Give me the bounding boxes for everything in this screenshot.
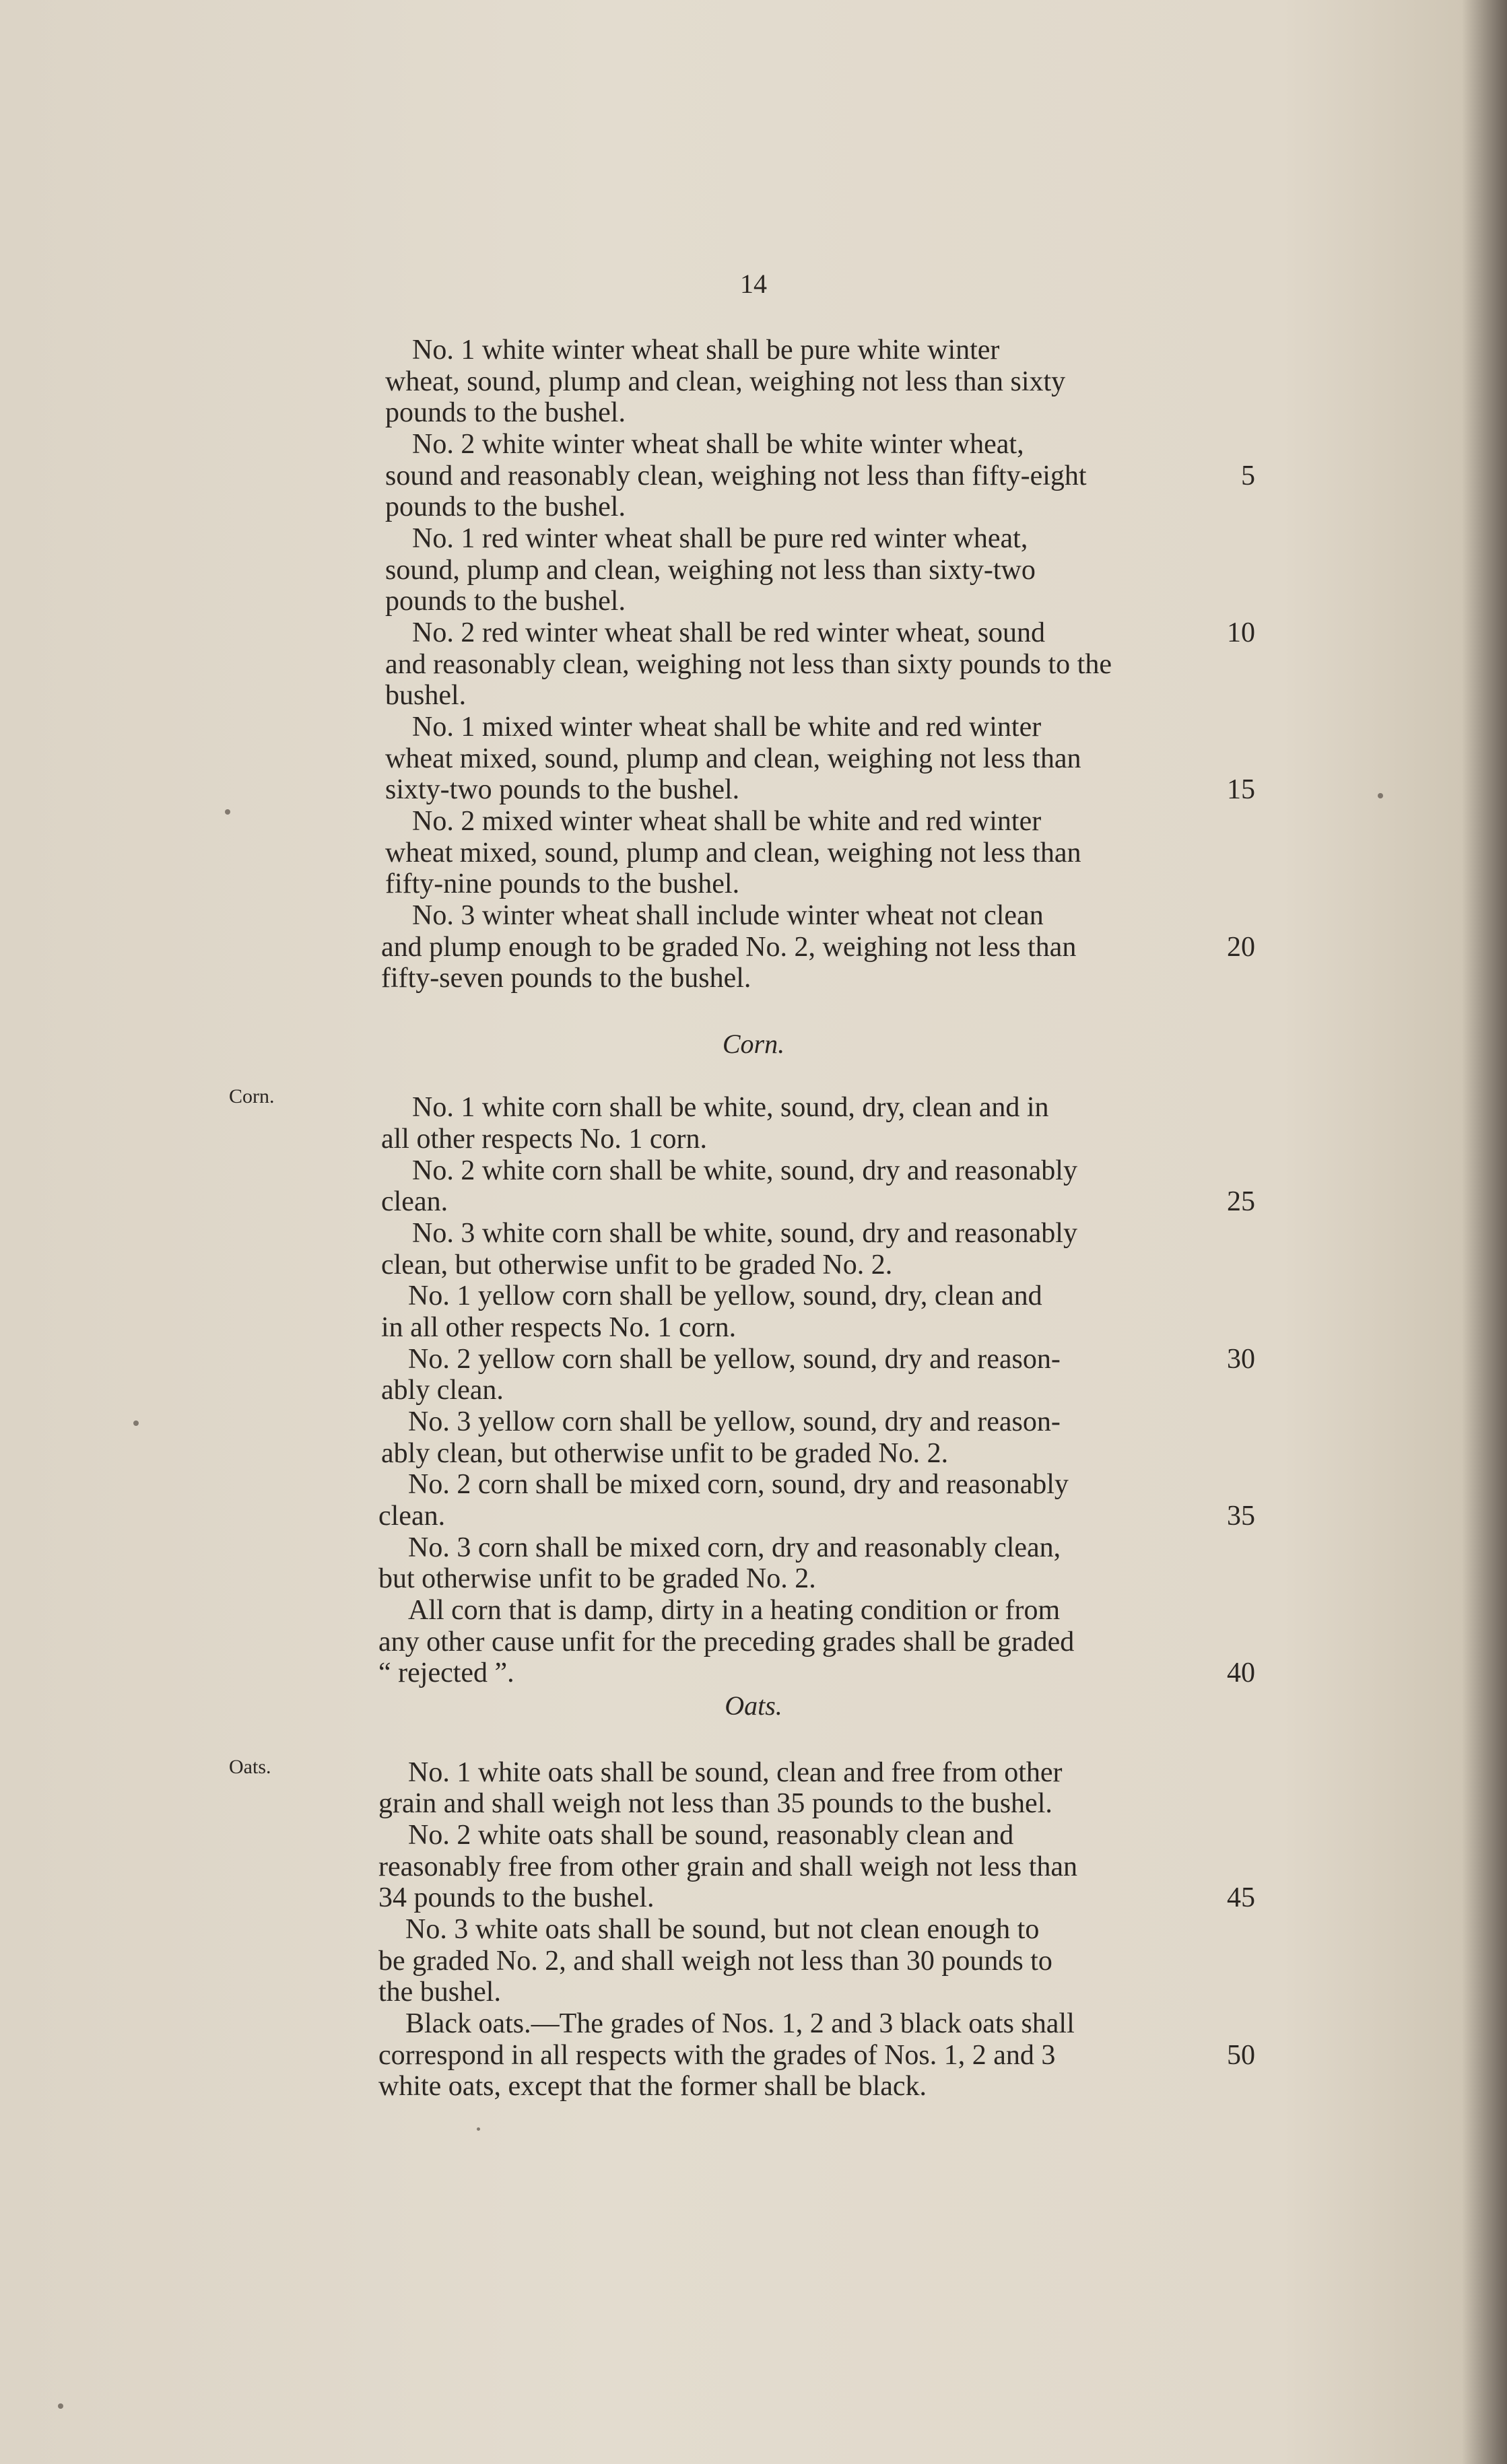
wheat-line: bushel. [385, 680, 467, 711]
corn-line: No. 3 yellow corn shall be yellow, sound, dry and reason- [408, 1406, 1061, 1437]
oats-line: correspond in all respects with the grades of Nos. 1, 2 and 3 [378, 2040, 1056, 2071]
section-heading-oats: Oats. [725, 1690, 782, 1721]
wheat-line: sound and reasonably clean, weighing not less than fifty-eight [385, 460, 1087, 491]
wheat-line: pounds to the bushel. [385, 586, 626, 617]
corn-line: ably clean, but otherwise unfit to be graded No. 2. [381, 1438, 949, 1469]
oats-line: No. 1 white oats shall be sound, clean and free from other [408, 1757, 1063, 1788]
corn-line: No. 3 corn shall be mixed corn, dry and reasonably clean, [408, 1532, 1061, 1563]
line-number: 35 [1227, 1501, 1255, 1532]
corn-line: No. 2 yellow corn shall be yellow, sound, dry and reason- [408, 1344, 1061, 1375]
wheat-line: No. 2 mixed winter wheat shall be white and red winter [412, 806, 1042, 837]
paper-speck [133, 1421, 139, 1426]
line-number: 30 [1227, 1344, 1255, 1375]
wheat-line: pounds to the bushel. [385, 397, 626, 428]
wheat-line: and plump enough to be graded No. 2, weighing not less than [381, 932, 1077, 963]
section-heading-corn: Corn. [722, 1029, 785, 1059]
page-number: 14 [740, 269, 767, 299]
line-number: 10 [1227, 617, 1255, 648]
margin-note-oats: Oats. [229, 1756, 271, 1778]
paper-speck [1378, 793, 1383, 798]
wheat-line: No. 1 white winter wheat shall be pure white winter [412, 335, 1000, 366]
corn-line: No. 3 white corn shall be white, sound, dry and reasonably [412, 1218, 1077, 1249]
wheat-line: sixty-two pounds to the bushel. [385, 774, 740, 805]
corn-line: clean. [378, 1501, 446, 1532]
corn-line: No. 2 white corn shall be white, sound, dry and reasonably [412, 1155, 1077, 1186]
wheat-line: sound, plump and clean, weighing not less than sixty-two [385, 555, 1036, 586]
corn-line: No. 2 corn shall be mixed corn, sound, dry and reasonably [408, 1469, 1069, 1500]
line-number: 50 [1227, 2040, 1255, 2071]
wheat-line: fifty-nine pounds to the bushel. [385, 868, 740, 899]
paper-speck [225, 809, 230, 815]
wheat-line: No. 3 winter wheat shall include winter wheat not clean [412, 900, 1044, 931]
corn-line: No. 1 white corn shall be white, sound, dry, clean and in [412, 1092, 1049, 1123]
corn-line: ably clean. [381, 1375, 504, 1406]
corn-line: All corn that is damp, dirty in a heating condition or from [408, 1595, 1061, 1626]
line-number: 25 [1227, 1186, 1255, 1217]
wheat-line: wheat mixed, sound, plump and clean, weighing not less than [385, 743, 1081, 774]
corn-line: “ rejected ”. [378, 1657, 514, 1688]
oats-line: white oats, except that the former shall be black. [378, 2071, 927, 2102]
corn-line: clean, but otherwise unfit to be graded No. 2. [381, 1250, 893, 1280]
wheat-line: No. 2 red winter wheat shall be red winter wheat, sound [412, 617, 1046, 648]
wheat-line: pounds to the bushel. [385, 491, 626, 522]
corn-line: in all other respects No. 1 corn. [381, 1312, 737, 1343]
line-number: 20 [1227, 932, 1255, 963]
margin-note-corn: Corn. [229, 1085, 275, 1107]
oats-line: No. 3 white oats shall be sound, but not clean enough to [405, 1914, 1040, 1945]
line-number: 40 [1227, 1657, 1255, 1688]
wheat-line: wheat, sound, plump and clean, weighing not less than sixty [385, 366, 1066, 397]
wheat-line: No. 1 mixed winter wheat shall be white and red winter [412, 712, 1042, 743]
oats-line: reasonably free from other grain and shall weigh not less than [378, 1851, 1078, 1882]
wheat-line: fifty-seven pounds to the bushel. [381, 963, 751, 994]
wheat-line: and reasonably clean, weighing not less than sixty pounds to the [385, 649, 1112, 680]
corn-line: all other respects No. 1 corn. [381, 1124, 708, 1155]
wheat-line: No. 1 red winter wheat shall be pure red winter wheat, [412, 523, 1028, 554]
wheat-line: No. 2 white winter wheat shall be white winter wheat, [412, 429, 1024, 460]
paper-speck [58, 2403, 63, 2409]
corn-line: No. 1 yellow corn shall be yellow, sound, dry, clean and [408, 1280, 1042, 1311]
oats-line: the bushel. [378, 1977, 501, 2008]
corn-line: but otherwise unfit to be graded No. 2. [378, 1563, 816, 1594]
corn-line: any other cause unfit for the preceding grades shall be graded [378, 1627, 1075, 1657]
oats-line: 34 pounds to the bushel. [378, 1882, 655, 1913]
line-number: 15 [1227, 774, 1255, 805]
line-number: 5 [1241, 460, 1255, 491]
wheat-line: wheat mixed, sound, plump and clean, weighing not less than [385, 837, 1081, 868]
oats-line: be graded No. 2, and shall weigh not less than 30 pounds to [378, 1946, 1052, 1977]
oats-line: Black oats.—The grades of Nos. 1, 2 and 3 black oats shall [405, 2008, 1075, 2039]
paper-speck [477, 2127, 480, 2131]
oats-line: grain and shall weigh not less than 35 pounds to the bushel. [378, 1788, 1052, 1819]
line-number: 45 [1227, 1882, 1255, 1913]
corn-line: clean. [381, 1186, 448, 1217]
oats-line: No. 2 white oats shall be sound, reasonably clean and [408, 1820, 1014, 1851]
